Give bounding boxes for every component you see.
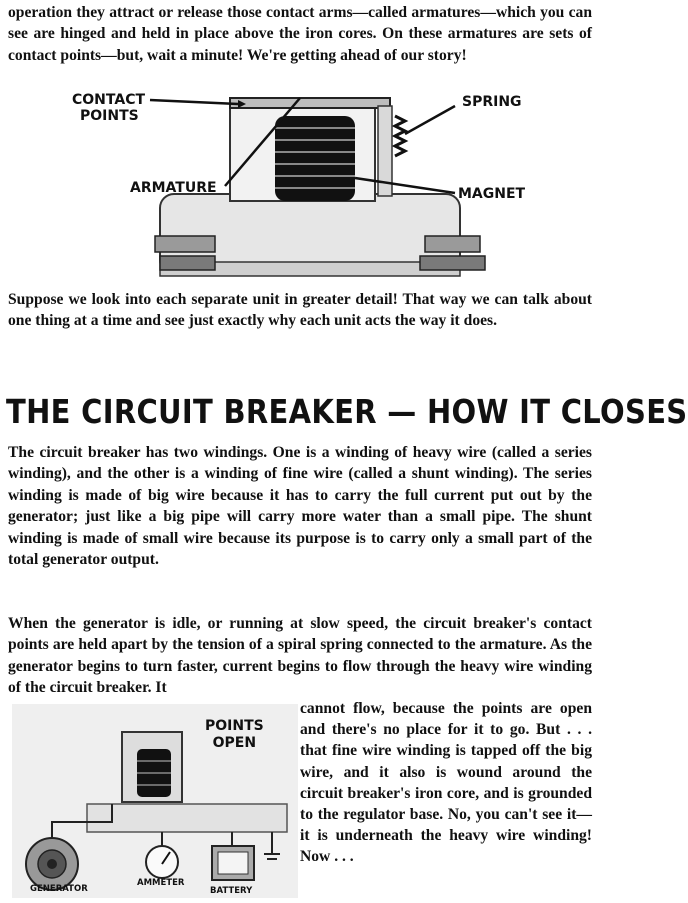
magnet-label: MAGNET [458, 186, 526, 202]
ammeter-label: AMMETER [137, 878, 185, 888]
suppose-paragraph: Suppose we look into each separate unit in greater detail! That way we can talk about one thing at a time and see just exactly why each unit acts the way it does. [8, 291, 592, 330]
idle-paragraph: When the generator is idle, or running at slow speed, the circuit breaker's contact points are held apart by the tension of a spiral spring connected to the armature. As the generator begins to turn faster, current begins to flow through the heavy wire winding of the circuit breaker. It [8, 615, 592, 697]
spring-coil [395, 116, 405, 156]
generator-label: GENERATOR [30, 884, 88, 894]
contact-points-label: CONTACT POINTS [72, 92, 146, 124]
battery-label: BATTERY [210, 886, 253, 896]
armature-bar [230, 98, 390, 108]
relay-figure [60, 86, 540, 286]
section-heading: THE CIRCUIT BREAKER — HOW IT CLOSES [6, 392, 688, 432]
wrap-paragraph: cannot flow, because the points are open and there's no place for it to go. But . . . that fine wire winding is tapped off the big wire, and it also is wound around the circuit breaker's iron core, and is grounded to the regulator base. No, you can't see it—it is underneath the heavy wire winding! Now . . . [300, 700, 592, 866]
armature-label: ARMATURE [130, 180, 217, 196]
points-open-label: POINTS OPEN [205, 718, 264, 751]
ammeter-icon [146, 846, 178, 878]
spring-label: SPRING [462, 94, 522, 110]
coil-windings [275, 116, 355, 201]
terminal-right [425, 236, 480, 252]
circuit-diagram-figure [12, 704, 298, 898]
intro-paragraph: operation they attract or release those contact arms—called armatures—which you can see are hinged and held in place above the iron cores. On these armatures are sets of contact points—but, wait a minute! We're getting ahead of our story! [8, 4, 592, 64]
terminal-left [155, 236, 215, 252]
breaker-paragraph: The circuit breaker has two windings. One is a winding of heavy wire (called a series winding), and the other is a winding of fine wire (called a shunt winding). The series winding is made of big wire because it has to carry the full current put out by the generator; just like a big pipe will carry more water than a small pipe. The shunt winding is made of small wire because its purpose is to carry only a small part of the total generator output. [8, 444, 592, 569]
